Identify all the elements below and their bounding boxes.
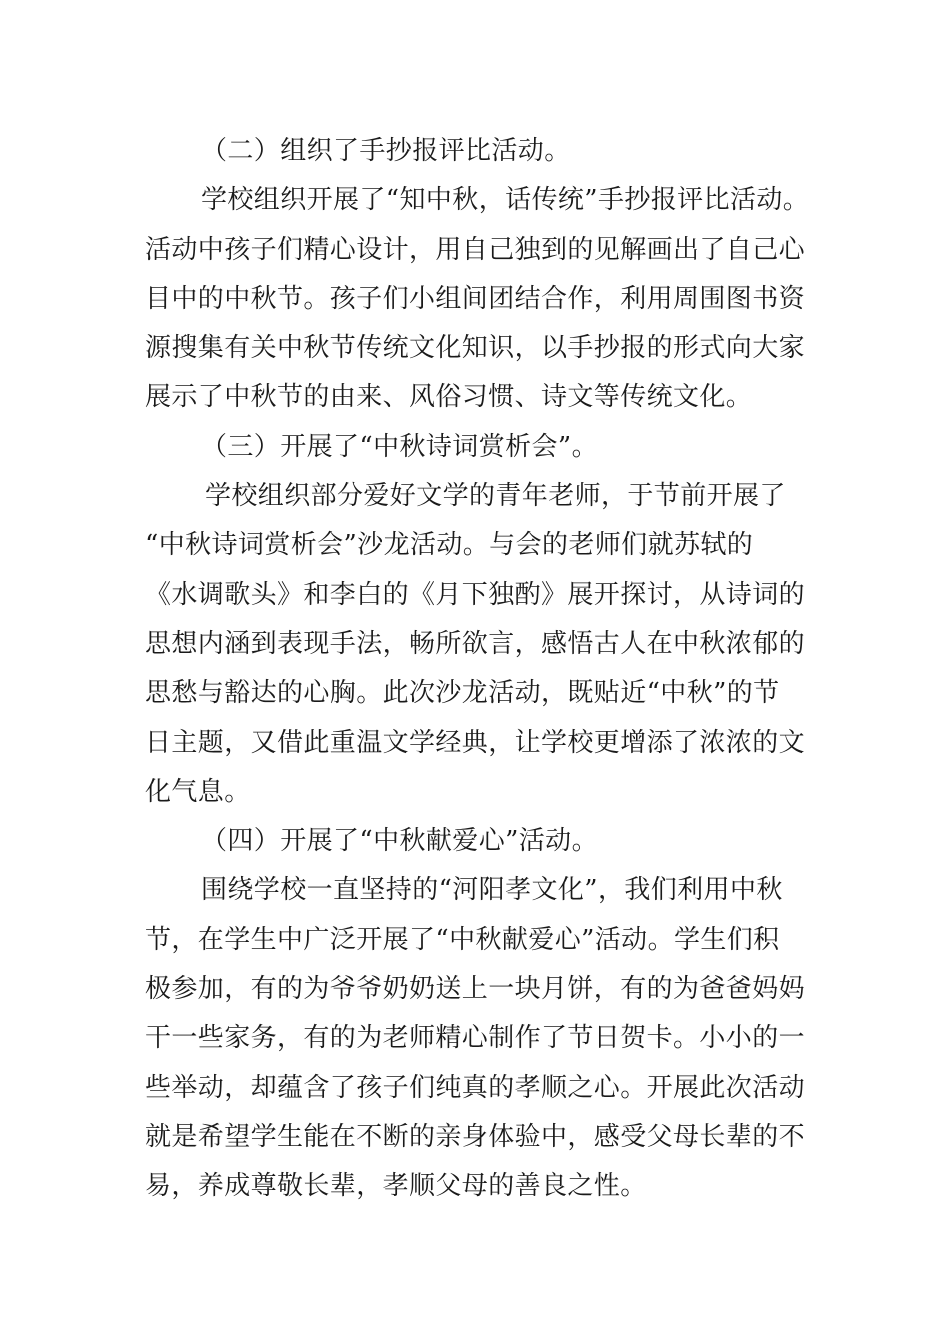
paragraph-line: 就是希望学生能在不断的亲身体验中，感受父母长辈的不 <box>145 1121 806 1152</box>
paragraph-line: 思想内涵到表现手法，畅所欲言，感悟古人在中秋浓郁的 <box>145 628 806 659</box>
paragraph-line: 活动中孩子们精心设计，用自己独到的见解画出了自己心 <box>145 234 806 265</box>
paragraph-line: 化气息。 <box>145 776 251 807</box>
paragraph-line: 学校组织部分爱好文学的青年老师，于节前开展了 <box>205 481 786 512</box>
paragraph-line: 易，养成尊敬长辈，孝顺父母的善良之性。 <box>145 1171 647 1202</box>
document-body <box>145 127 825 1212</box>
paragraph-line: 些举动，却蕴含了孩子们纯真的孝顺之心。开展此次活动 <box>145 1072 806 1103</box>
paragraph-line: 目中的中秋节。孩子们小组间团结合作，利用周围图书资 <box>145 283 806 314</box>
paragraph-line: 思愁与豁达的心胸。此次沙龙活动，既贴近“中秋”的节 <box>145 678 780 709</box>
section-heading: （三）开展了“中秋诗词赏析会”。 <box>201 431 598 462</box>
section-heading: （四）开展了“中秋献爱心”活动。 <box>201 826 598 857</box>
paragraph-line: “中秋诗词赏析会”沙龙活动。与会的老师们就苏轼的 <box>145 530 754 561</box>
paragraph-line: 源搜集有关中秋节传统文化知识，以手抄报的形式向大家 <box>145 333 806 364</box>
paragraph-line: 《水调歌头》和李白的《月下独酌》展开探讨，从诗词的 <box>145 579 806 610</box>
section-heading: （二）组织了手抄报评比活动。 <box>201 136 571 166</box>
paragraph-line: 节，在学生中广泛开展了“中秋献爱心”活动。学生们积 <box>145 924 780 955</box>
paragraph-line: 展示了中秋节的由来、风俗习惯、诗文等传统文化。 <box>145 382 753 413</box>
paragraph-line: 极参加，有的为爷爷奶奶送上一块月饼，有的为爸爸妈妈 <box>145 974 806 1005</box>
paragraph-line: 干一些家务，有的为老师精心制作了节日贺卡。小小的一 <box>145 1023 806 1054</box>
paragraph-line: 日主题，又借此重温文学经典，让学校更增添了浓浓的文 <box>145 727 806 758</box>
paragraph-line: 学校组织开展了“知中秋，话传统”手抄报评比活动。 <box>201 185 810 216</box>
paragraph-line: 围绕学校一直坚持的“河阳孝文化”，我们利用中秋 <box>201 875 783 906</box>
